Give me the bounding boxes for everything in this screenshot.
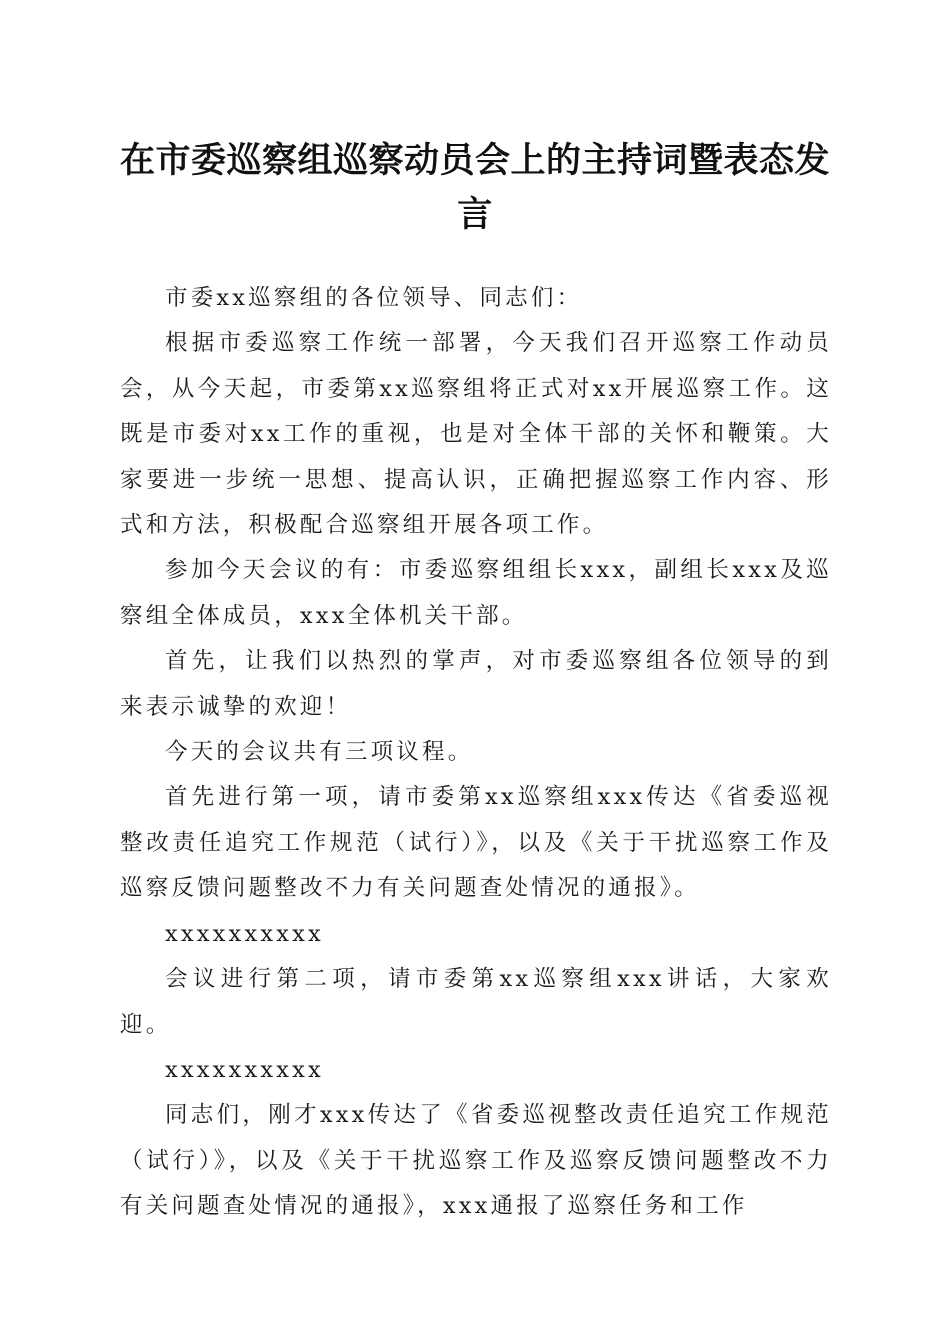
paragraph-item-two: 会议进行第二项，请市委第xx巡察组xxx讲话，大家欢迎。 [120, 966, 832, 1038]
paragraph-item-one: 首先进行第一项，请市委第xx巡察组xxx传达《省委巡视整改责任追究工作规范（试行）》，以及《关于干扰巡察工作及巡察反馈问题整改不力有关问题查处情况的通报》。 [120, 784, 832, 902]
document-body [120, 276, 832, 1230]
paragraph-placeholder-two: xxxxxxxxxx [165, 1056, 324, 1083]
paragraph-intro: 根据市委巡察工作统一部署，今天我们召开巡察工作动员会，从今天起，市委第xx巡察组将正式对xx开展巡察工作。这既是市委对xx工作的重视，也是对全体干部的关怀和鞭策。大家要进一步统一思想、提高认识，正确把握巡察工作内容、形式和方法，积极配合巡察组开展各项工作。 [120, 330, 832, 539]
paragraph-attendees: 参加今天会议的有：市委巡察组组长xxx，副组长xxx及巡察组全体成员，xxx全体机关干部。 [120, 557, 832, 629]
paragraph-placeholder-one: xxxxxxxxxx [165, 920, 324, 947]
paragraph-summary: 同志们，刚才xxx传达了《省委巡视整改责任追究工作规范（试行）》，以及《关于干扰巡察工作及巡察反馈问题整改不力有关问题查处情况的通报》，xxx通报了巡察任务和工作 [120, 1102, 832, 1220]
paragraph-salutation: 市委xx巡察组的各位领导、同志们： [165, 285, 583, 311]
document-title: 在市委巡察组巡察动员会上的主持词暨表态发言 [119, 141, 830, 235]
paragraph-welcome: 首先，让我们以热烈的掌声，对市委巡察组各位领导的到来表示诚挚的欢迎！ [120, 648, 832, 720]
paragraph-agenda: 今天的会议共有三项议程。 [165, 739, 474, 766]
